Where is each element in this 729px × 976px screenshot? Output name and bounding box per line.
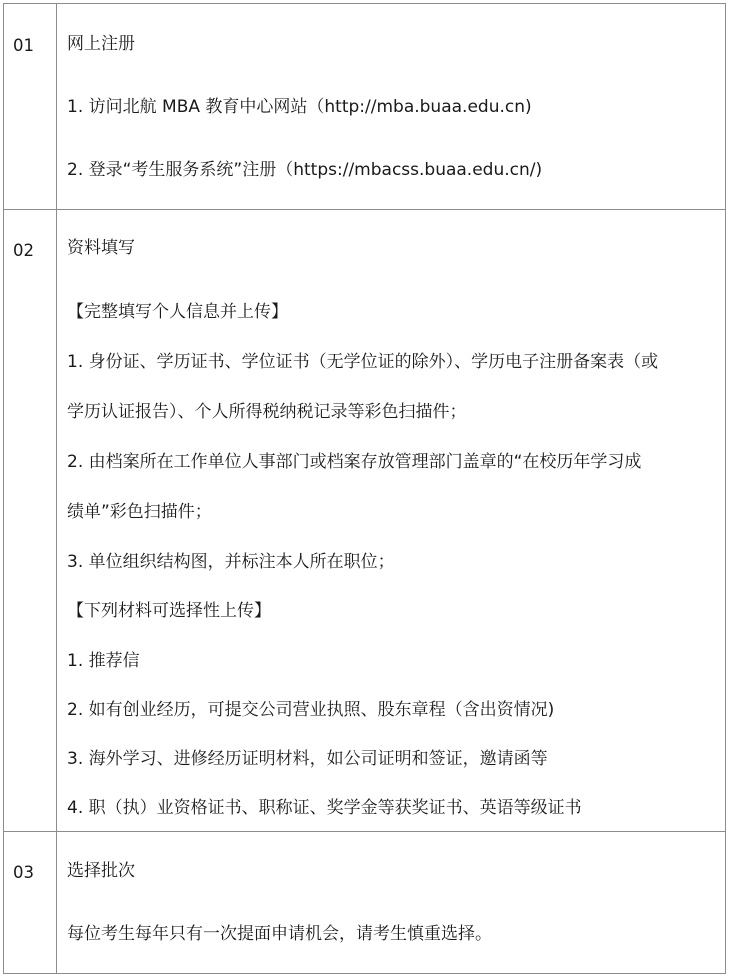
step-title: 选择批次 xyxy=(67,861,135,881)
step-line: 2. 如有创业经历，可提交公司营业执照、股东章程（含出资情况) xyxy=(67,700,555,720)
step-number-cell xyxy=(4,210,57,831)
step-line: 4. 职（执）业资格证书、职称证、奖学金等获奖证书、英语等级证书 xyxy=(67,798,582,818)
step-row-02 xyxy=(4,209,725,831)
step-line: 3. 单位组织结构图，并标注本人所在职位； xyxy=(67,552,395,572)
step-content-cell xyxy=(57,832,725,973)
steps-table xyxy=(3,3,726,974)
step-number: 02 xyxy=(13,241,34,260)
step-line: 1. 身份证、学历证书、学位证书（无学位证的除外）、学历电子注册备案表（或 xyxy=(67,352,659,372)
step-line: 3. 海外学习、进修经历证明材料，如公司证明和签证，邀请函等 xyxy=(67,749,548,769)
step-row-01 xyxy=(4,4,725,209)
step-line: 2. 登录“考生服务系统”注册（https://mbacss.buaa.edu.cn/) xyxy=(67,160,543,180)
section-heading: 【完整填写个人信息并上传】 xyxy=(67,302,288,322)
section-heading: 【下列材料可选择性上传】 xyxy=(67,601,271,621)
step-title: 网上注册 xyxy=(67,34,135,54)
step-line: 学历认证报告）、个人所得税纳税记录等彩色扫描件； xyxy=(67,402,467,422)
step-line: 2. 由档案所在工作单位人事部门或档案存放管理部门盖章的“在校历年学习成 xyxy=(67,452,642,472)
step-line: 每位考生每年只有一次提面申请机会，请考生慎重选择。 xyxy=(67,924,492,944)
step-line: 1. 推荐信 xyxy=(67,651,140,671)
step-title: 资料填写 xyxy=(67,238,135,258)
step-number-cell xyxy=(4,4,57,209)
step-number-cell xyxy=(4,832,57,973)
step-row-03 xyxy=(4,831,725,973)
step-content-cell xyxy=(57,210,725,831)
step-line: 1. 访问北航 MBA 教育中心网站（http://mba.buaa.edu.cn) xyxy=(67,97,532,117)
step-number: 01 xyxy=(13,36,34,55)
step-line: 绩单”彩色扫描件； xyxy=(67,502,212,522)
step-content-cell xyxy=(57,4,725,209)
step-number: 03 xyxy=(13,863,34,882)
